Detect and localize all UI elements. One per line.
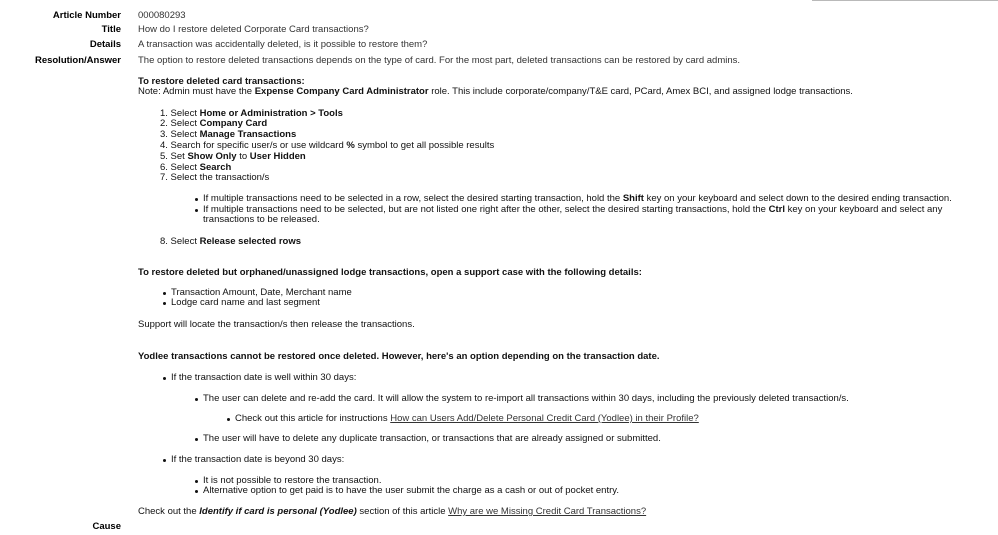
bullet [195,398,198,401]
section2-heading: To restore deleted but orphaned/unassigned lodge transactions, open a support case with the following details: [138,267,642,278]
article-number-label: Article Number [52,10,121,21]
readd-card-note: The user can delete and re-add the card. It will allow the system to re-import all transactions within 30 days, including the previously deleted transaction/s. [203,393,849,404]
section3-heading: Yodlee transactions cannot be restored once deleted. However, here's an option depending on the transaction date. [138,351,660,362]
step-6: 6. Select Search [160,162,232,173]
bullet [227,418,230,421]
details-label: Details [89,39,121,50]
bullet [195,209,198,212]
final-checkout: Check out the Identify if card is personal (Yodlee) section of this article Why are we Missing Credit Card Transactions? [138,506,647,517]
bullet [195,198,198,201]
yodlee-article-link[interactable]: How can Users Add/Delete Personal Credit Card (Yodlee) in their Profile? [390,413,699,424]
shift-instruction: If multiple transactions need to be selected in a row, select the desired starting transaction, hold the Shift key on your keyboard and select down to the desired ending transaction. [203,193,952,204]
within-30-days: If the transaction date is well within 30 days: [171,372,357,383]
ctrl-instruction: If multiple transactions need to be selected, but are not listed one right after the other, select the desired starting transactions, hold the Ctrl key on your keyboard and select any [203,204,943,215]
step-8: 8. Select Release selected rows [160,236,302,247]
section1-heading: To restore deleted card transactions: [138,76,305,87]
cannot-restore-note: It is not possible to restore the transaction. [203,475,382,486]
lodge-item-1: Transaction Amount, Date, Merchant name [171,287,352,298]
step-1: 1. Select Home or Administration > Tools [160,108,343,119]
step-7: 7. Select the transaction/s [160,172,270,183]
step-2: 2. Select Company Card [160,118,268,129]
article-number-value: 000080293 [138,10,186,21]
step-4: 4. Search for specific user/s or use wildcard % symbol to get all possible results [160,140,495,151]
resolution-intro: The option to restore deleted transactions depends on the type of card. For the most part, deleted transactions can be restored by card admins. [138,55,741,66]
alternative-option-note: Alternative option to get paid is to have the user submit the charge as a cash or out of pocket entry. [203,485,619,496]
missing-transactions-link[interactable]: Why are we Missing Credit Card Transactions? [448,506,647,517]
step-5: 5. Set Show Only to User Hidden [160,151,306,162]
support-note: Support will locate the transaction/s then release the transactions. [138,319,415,330]
bullet [195,438,198,441]
title-label: Title [101,24,121,35]
bullet [163,377,166,380]
bullet [195,490,198,493]
bullet [195,480,198,483]
lodge-item-2: Lodge card name and last segment [171,297,320,308]
admin-note: Note: Admin must have the Expense Company Card Administrator role. This include corporate/company/T&E card, PCard, Amex BCI, and assigned lodge transactions. [138,86,853,97]
cause-label: Cause [92,521,121,532]
duplicate-note: The user will have to delete any duplicate transaction, or transactions that are already assigned or submitted. [203,433,661,444]
beyond-30-days: If the transaction date is beyond 30 days: [171,454,345,465]
step-3: 3. Select Manage Transactions [160,129,297,140]
bullet [163,292,166,295]
top-divider [812,0,998,1]
checkout-instructions: Check out this article for instructions How can Users Add/Delete Personal Credit Card (Yodlee) in their Profile? [235,413,699,424]
ctrl-instruction-cont: transactions to be released. [203,214,320,225]
bullet [163,302,166,305]
bullet [163,459,166,462]
details-value: A transaction was accidentally deleted, is it possible to restore them? [138,39,428,50]
title-value: How do I restore deleted Corporate Card transactions? [138,24,369,35]
resolution-label: Resolution/Answer [34,55,121,66]
